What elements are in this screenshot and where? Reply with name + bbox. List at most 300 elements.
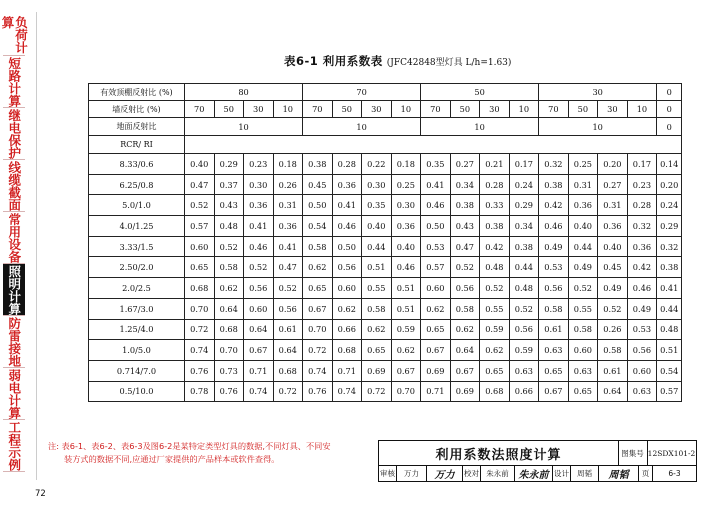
coefficient-cell: 0.58 [568, 319, 598, 340]
title-block-title: 利用系数法照度计算 [379, 441, 619, 466]
coefficient-cell: 0.56 [273, 298, 303, 319]
coefficient-cell: 0.43 [450, 216, 480, 237]
checker-signature: 朱永前 [515, 465, 553, 481]
coefficient-cell: 0.38 [450, 195, 480, 216]
atlas-label: 图集号 [618, 441, 648, 466]
coefficient-cell: 0.64 [244, 319, 274, 340]
coefficient-cell: 0.72 [273, 381, 303, 402]
coefficient-cell: 0.55 [480, 298, 510, 319]
tab-label: 负荷计算 [0, 16, 29, 54]
table-row [89, 278, 682, 299]
coefficient-cell: 0.71 [244, 360, 274, 381]
coefficient-cell: 0.47 [273, 257, 303, 278]
coefficient-cell: 0.38 [539, 174, 569, 195]
floor-group: 10 [421, 118, 539, 136]
page-number: 72 [35, 489, 46, 499]
coefficient-cell: 0.36 [273, 216, 303, 237]
coefficient-cell: 0.67 [539, 381, 569, 402]
coefficient-cell: 0.51 [657, 340, 682, 361]
coefficient-cell: 0.47 [450, 236, 480, 257]
coefficient-cell: 0.49 [627, 298, 657, 319]
coefficient-cell: 0.40 [185, 154, 215, 175]
ceiling-group: 70 [303, 84, 421, 101]
tab-label: 继电保护 [6, 108, 22, 159]
coefficient-cell: 0.54 [303, 216, 333, 237]
ceiling-group: 30 [539, 84, 657, 101]
wall-value: 50 [214, 101, 244, 118]
coefficient-cell: 0.14 [657, 154, 682, 175]
coefficient-cell: 0.42 [627, 257, 657, 278]
wall-value: 10 [273, 101, 303, 118]
coefficient-cell: 0.59 [391, 319, 421, 340]
table-row [89, 381, 682, 402]
coefficient-cell: 0.47 [185, 174, 215, 195]
coefficient-cell: 0.71 [332, 360, 362, 381]
sheet-page-number: 6-3 [668, 468, 681, 478]
coefficient-cell: 0.51 [362, 257, 392, 278]
coefficient-cell: 0.20 [598, 154, 628, 175]
coefficient-cell: 0.68 [185, 278, 215, 299]
wall-value: 50 [568, 101, 598, 118]
coefficient-cell: 0.52 [244, 257, 274, 278]
wall-value: 10 [627, 101, 657, 118]
coefficient-cell: 0.35 [421, 154, 451, 175]
tab-label: 线缆截面 [6, 160, 22, 211]
tab-6[interactable] [3, 316, 25, 368]
coefficient-cell: 0.58 [303, 236, 333, 257]
coefficient-cell: 0.46 [391, 257, 421, 278]
coefficient-cell: 0.41 [657, 278, 682, 299]
coefficient-cell: 0.74 [303, 360, 333, 381]
coefficient-cell: 0.25 [568, 154, 598, 175]
floor-group: 10 [185, 118, 303, 136]
utilization-coefficient-table [88, 83, 682, 402]
coefficient-cell: 0.65 [480, 360, 510, 381]
coefficient-cell: 0.41 [421, 174, 451, 195]
review-label: 审核 [379, 465, 397, 481]
tab-label: 短路计算 [6, 56, 22, 107]
wall-value: 30 [480, 101, 510, 118]
coefficient-cell: 0.63 [568, 360, 598, 381]
coefficient-cell: 0.24 [509, 174, 539, 195]
rcr-ri-label: 6.25/0.8 [89, 174, 185, 195]
coefficient-cell: 0.18 [391, 154, 421, 175]
coefficient-cell: 0.40 [391, 236, 421, 257]
coefficient-cell: 0.46 [244, 236, 274, 257]
coefficient-cell: 0.42 [480, 236, 510, 257]
title-block [378, 440, 697, 482]
reviewer-name: 万力 [397, 465, 427, 481]
coefficient-cell: 0.58 [539, 298, 569, 319]
coefficient-cell: 0.60 [627, 360, 657, 381]
coefficient-cell: 0.44 [509, 257, 539, 278]
designer-name: 周韬 [571, 465, 599, 481]
coefficient-cell: 0.45 [598, 257, 628, 278]
coefficient-cell: 0.69 [421, 360, 451, 381]
coefficient-cell: 0.60 [421, 278, 451, 299]
coefficient-cell: 0.67 [391, 360, 421, 381]
check-label: 校对 [463, 465, 481, 481]
coefficient-cell: 0.34 [450, 174, 480, 195]
tab-3[interactable] [3, 160, 25, 212]
coefficient-cell: 0.38 [657, 257, 682, 278]
coefficient-cell: 0.50 [421, 216, 451, 237]
table-row [89, 195, 682, 216]
coefficient-cell: 0.64 [598, 381, 628, 402]
coefficient-cell: 0.68 [214, 319, 244, 340]
coefficient-cell: 0.38 [303, 154, 333, 175]
coefficient-cell: 0.30 [244, 174, 274, 195]
atlas-number: 12SDX101-2 [647, 441, 696, 466]
tab-label: 防雷接地 [6, 316, 22, 367]
row-label-rcr: RCR/ RI [89, 136, 185, 154]
rcr-ri-label: 0.714/7.0 [89, 360, 185, 381]
designer-signature: 周韬 [599, 465, 639, 481]
coefficient-cell: 0.34 [509, 216, 539, 237]
coefficient-cell: 0.31 [598, 195, 628, 216]
ceiling-group: 0 [657, 84, 682, 101]
coefficient-cell: 0.62 [214, 278, 244, 299]
coefficient-cell: 0.74 [185, 340, 215, 361]
coefficient-cell: 0.17 [509, 154, 539, 175]
coefficient-cell: 0.20 [657, 174, 682, 195]
coefficient-cell: 0.53 [539, 257, 569, 278]
coefficient-cell: 0.26 [598, 319, 628, 340]
table-row [89, 360, 682, 381]
coefficient-cell: 0.62 [332, 298, 362, 319]
coefficient-cell: 0.56 [244, 278, 274, 299]
coefficient-cell: 0.27 [450, 154, 480, 175]
wall-value: 50 [332, 101, 362, 118]
coefficient-cell: 0.65 [303, 278, 333, 299]
coefficient-cell: 0.50 [332, 236, 362, 257]
wall-value: 50 [450, 101, 480, 118]
coefficient-cell: 0.63 [627, 381, 657, 402]
wall-value: 30 [244, 101, 274, 118]
rcr-ri-label: 3.33/1.5 [89, 236, 185, 257]
coefficient-cell: 0.72 [303, 340, 333, 361]
coefficient-cell: 0.76 [185, 360, 215, 381]
coefficient-cell: 0.36 [598, 216, 628, 237]
table-row [89, 236, 682, 257]
coefficient-cell: 0.52 [273, 278, 303, 299]
coefficient-cell: 0.45 [303, 174, 333, 195]
coefficient-cell: 0.65 [539, 360, 569, 381]
coefficient-cell: 0.37 [214, 174, 244, 195]
rcr-ri-label: 8.33/0.6 [89, 154, 185, 175]
coefficient-cell: 0.30 [362, 174, 392, 195]
coefficient-cell: 0.49 [568, 257, 598, 278]
coefficient-cell: 0.52 [598, 298, 628, 319]
tab-5[interactable] [3, 264, 25, 316]
coefficient-cell: 0.29 [509, 195, 539, 216]
coefficient-cell: 0.36 [244, 195, 274, 216]
coefficient-cell: 0.60 [332, 278, 362, 299]
coefficient-cell: 0.48 [480, 257, 510, 278]
coefficient-cell: 0.68 [480, 381, 510, 402]
coefficient-cell: 0.40 [568, 216, 598, 237]
design-label: 设计 [553, 465, 571, 481]
coefficient-cell: 0.55 [568, 298, 598, 319]
ceiling-group: 80 [185, 84, 303, 101]
coefficient-cell: 0.22 [362, 154, 392, 175]
coefficient-cell: 0.30 [391, 195, 421, 216]
coefficient-cell: 0.62 [362, 319, 392, 340]
header-row-wall [89, 101, 682, 118]
wall-value: 30 [598, 101, 628, 118]
coefficient-cell: 0.52 [480, 278, 510, 299]
rcr-ri-label: 1.0/5.0 [89, 340, 185, 361]
note-line-1: 注: 表6-1、表6-2、表6-3及图6-2是某特定类型灯具的数据,不同灯具、不同安 [48, 441, 331, 451]
coefficient-cell: 0.26 [273, 174, 303, 195]
ceiling-group: 50 [421, 84, 539, 101]
coefficient-cell: 0.25 [391, 174, 421, 195]
coefficient-cell: 0.21 [480, 154, 510, 175]
coefficient-cell: 0.46 [627, 278, 657, 299]
coefficient-cell: 0.42 [539, 195, 569, 216]
coefficient-cell: 0.32 [539, 154, 569, 175]
coefficient-cell: 0.68 [273, 360, 303, 381]
coefficient-cell: 0.49 [598, 278, 628, 299]
coefficient-cell: 0.50 [303, 195, 333, 216]
coefficient-cell: 0.44 [657, 298, 682, 319]
coefficient-cell: 0.38 [480, 216, 510, 237]
coefficient-cell: 0.64 [450, 340, 480, 361]
coefficient-cell: 0.29 [214, 154, 244, 175]
table-title [284, 53, 511, 69]
tab-label: 常用设备 [6, 212, 22, 263]
tab-7[interactable] [3, 368, 25, 420]
note [48, 440, 378, 478]
blank-cell [185, 136, 682, 154]
coefficient-cell: 0.58 [450, 298, 480, 319]
wall-value: 70 [185, 101, 215, 118]
coefficient-cell: 0.48 [657, 319, 682, 340]
coefficient-cell: 0.61 [273, 319, 303, 340]
binding-line [36, 12, 37, 480]
coefficient-cell: 0.28 [480, 174, 510, 195]
coefficient-cell: 0.23 [627, 174, 657, 195]
tab-4[interactable] [3, 212, 25, 264]
coefficient-cell: 0.65 [421, 319, 451, 340]
reviewer-signature: 万力 [427, 465, 463, 481]
coefficient-cell: 0.23 [244, 154, 274, 175]
coefficient-cell: 0.73 [214, 360, 244, 381]
rcr-ri-label: 2.0/2.5 [89, 278, 185, 299]
note-line-2: 装方式的数据不同,应通过厂家提供的产品样本或软件查得。 [64, 454, 280, 464]
coefficient-cell: 0.58 [362, 298, 392, 319]
coefficient-cell: 0.46 [539, 216, 569, 237]
coefficient-cell: 0.59 [509, 340, 539, 361]
coefficient-cell: 0.72 [185, 319, 215, 340]
coefficient-cell: 0.68 [332, 340, 362, 361]
coefficient-cell: 0.62 [480, 340, 510, 361]
tab-8[interactable] [3, 420, 25, 472]
coefficient-cell: 0.31 [273, 195, 303, 216]
coefficient-cell: 0.70 [214, 340, 244, 361]
coefficient-cell: 0.67 [450, 360, 480, 381]
rcr-ri-label: 4.0/1.25 [89, 216, 185, 237]
tab-2[interactable] [3, 108, 25, 160]
coefficient-cell: 0.74 [244, 381, 274, 402]
coefficient-cell: 0.35 [362, 195, 392, 216]
coefficient-cell: 0.66 [509, 381, 539, 402]
table-row [89, 174, 682, 195]
coefficient-cell: 0.70 [303, 319, 333, 340]
wall-value: 10 [391, 101, 421, 118]
coefficient-cell: 0.56 [509, 319, 539, 340]
row-label-floor: 地面反射比 [89, 118, 185, 136]
coefficient-cell: 0.56 [627, 340, 657, 361]
coefficient-cell: 0.67 [244, 340, 274, 361]
wall-value: 70 [303, 101, 333, 118]
coefficient-cell: 0.62 [450, 319, 480, 340]
coefficient-cell: 0.76 [214, 381, 244, 402]
coefficient-cell: 0.78 [185, 381, 215, 402]
tab-label: 弱电计算 [6, 368, 22, 419]
coefficient-cell: 0.72 [362, 381, 392, 402]
table-row [89, 340, 682, 361]
coefficient-cell: 0.52 [214, 236, 244, 257]
coefficient-cell: 0.28 [332, 154, 362, 175]
coefficient-cell: 0.48 [509, 278, 539, 299]
coefficient-cell: 0.24 [657, 195, 682, 216]
coefficient-cell: 0.74 [332, 381, 362, 402]
tab-0[interactable] [0, 16, 29, 56]
table-row [89, 216, 682, 237]
coefficient-cell: 0.18 [273, 154, 303, 175]
wall-value: 10 [509, 101, 539, 118]
coefficient-cell: 0.65 [568, 381, 598, 402]
coefficient-cell: 0.41 [244, 216, 274, 237]
coefficient-cell: 0.32 [657, 236, 682, 257]
coefficient-cell: 0.70 [391, 381, 421, 402]
coefficient-cell: 0.60 [244, 298, 274, 319]
header-row-floor [89, 118, 682, 136]
coefficient-cell: 0.44 [568, 236, 598, 257]
coefficient-cell: 0.58 [214, 257, 244, 278]
table-row [89, 319, 682, 340]
coefficient-cell: 0.65 [362, 340, 392, 361]
tab-1[interactable] [3, 56, 25, 108]
wall-value: 0 [657, 101, 682, 118]
coefficient-cell: 0.51 [391, 278, 421, 299]
floor-group: 10 [303, 118, 421, 136]
coefficient-cell: 0.40 [362, 216, 392, 237]
table-title-main: 表6-1 利用系数表 [284, 54, 383, 68]
section-tabs [0, 16, 29, 472]
rcr-ri-label: 0.5/10.0 [89, 381, 185, 402]
coefficient-cell: 0.52 [185, 195, 215, 216]
coefficient-cell: 0.64 [273, 340, 303, 361]
table-row [89, 298, 682, 319]
coefficient-cell: 0.29 [657, 216, 682, 237]
wall-value: 70 [421, 101, 451, 118]
rcr-ri-label: 5.0/1.0 [89, 195, 185, 216]
coefficient-cell: 0.65 [185, 257, 215, 278]
checker-name: 朱永前 [481, 465, 515, 481]
coefficient-cell: 0.63 [509, 360, 539, 381]
coefficient-cell: 0.66 [332, 319, 362, 340]
coefficient-cell: 0.62 [303, 257, 333, 278]
coefficient-cell: 0.59 [480, 319, 510, 340]
coefficient-cell: 0.69 [450, 381, 480, 402]
table-row [89, 257, 682, 278]
coefficient-cell: 0.57 [185, 216, 215, 237]
coefficient-cell: 0.61 [598, 360, 628, 381]
coefficient-cell: 0.56 [539, 278, 569, 299]
coefficient-cell: 0.69 [362, 360, 392, 381]
coefficient-cell: 0.27 [598, 174, 628, 195]
coefficient-cell: 0.49 [539, 236, 569, 257]
tab-label: 工程示例 [6, 420, 22, 471]
coefficient-cell: 0.67 [421, 340, 451, 361]
coefficient-cell: 0.57 [421, 257, 451, 278]
coefficient-cell: 0.46 [421, 195, 451, 216]
coefficient-cell: 0.32 [627, 216, 657, 237]
coefficient-cell: 0.36 [332, 174, 362, 195]
coefficient-cell: 0.36 [391, 216, 421, 237]
coefficient-cell: 0.41 [332, 195, 362, 216]
floor-group: 0 [657, 118, 682, 136]
coefficient-cell: 0.48 [214, 216, 244, 237]
signature-row [379, 465, 696, 481]
coefficient-cell: 0.36 [627, 236, 657, 257]
coefficient-cell: 0.51 [391, 298, 421, 319]
coefficient-cell: 0.60 [185, 236, 215, 257]
row-label-wall: 墙反射比 (%) [89, 101, 185, 118]
table-title-sub: (JFC42848型灯具 L/h=1.63) [386, 58, 512, 68]
coefficient-cell: 0.52 [450, 257, 480, 278]
tab-label: 照明计算 [6, 264, 22, 315]
coefficient-cell: 0.53 [421, 236, 451, 257]
row-label-ceiling: 有效顶棚反射比 (%) [89, 84, 185, 101]
coefficient-cell: 0.40 [598, 236, 628, 257]
coefficient-cell: 0.38 [509, 236, 539, 257]
coefficient-cell: 0.76 [303, 381, 333, 402]
coefficient-cell: 0.58 [598, 340, 628, 361]
coefficient-cell: 0.63 [539, 340, 569, 361]
coefficient-cell: 0.17 [627, 154, 657, 175]
coefficient-cell: 0.55 [362, 278, 392, 299]
coefficient-cell: 0.64 [214, 298, 244, 319]
header-row-rcr [89, 136, 682, 154]
coefficient-cell: 0.54 [657, 360, 682, 381]
coefficient-cell: 0.67 [303, 298, 333, 319]
coefficient-cell: 0.28 [627, 195, 657, 216]
coefficient-cell: 0.33 [480, 195, 510, 216]
coefficient-cell: 0.44 [362, 236, 392, 257]
header-row-ceiling [89, 84, 682, 101]
coefficient-cell: 0.52 [509, 298, 539, 319]
coefficient-cell: 0.70 [185, 298, 215, 319]
floor-group: 10 [539, 118, 657, 136]
wall-value: 30 [362, 101, 392, 118]
coefficient-cell: 0.62 [391, 340, 421, 361]
coefficient-cell: 0.57 [657, 381, 682, 402]
coefficient-cell: 0.36 [568, 195, 598, 216]
coefficient-cell: 0.56 [332, 257, 362, 278]
coefficient-cell: 0.46 [332, 216, 362, 237]
coefficient-cell: 0.52 [568, 278, 598, 299]
rcr-ri-label: 2.50/2.0 [89, 257, 185, 278]
wall-value: 70 [539, 101, 569, 118]
coefficient-cell: 0.60 [568, 340, 598, 361]
rcr-ri-label: 1.25/4.0 [89, 319, 185, 340]
coefficient-cell: 0.41 [273, 236, 303, 257]
rcr-ri-label: 1.67/3.0 [89, 298, 185, 319]
coefficient-cell: 0.56 [450, 278, 480, 299]
